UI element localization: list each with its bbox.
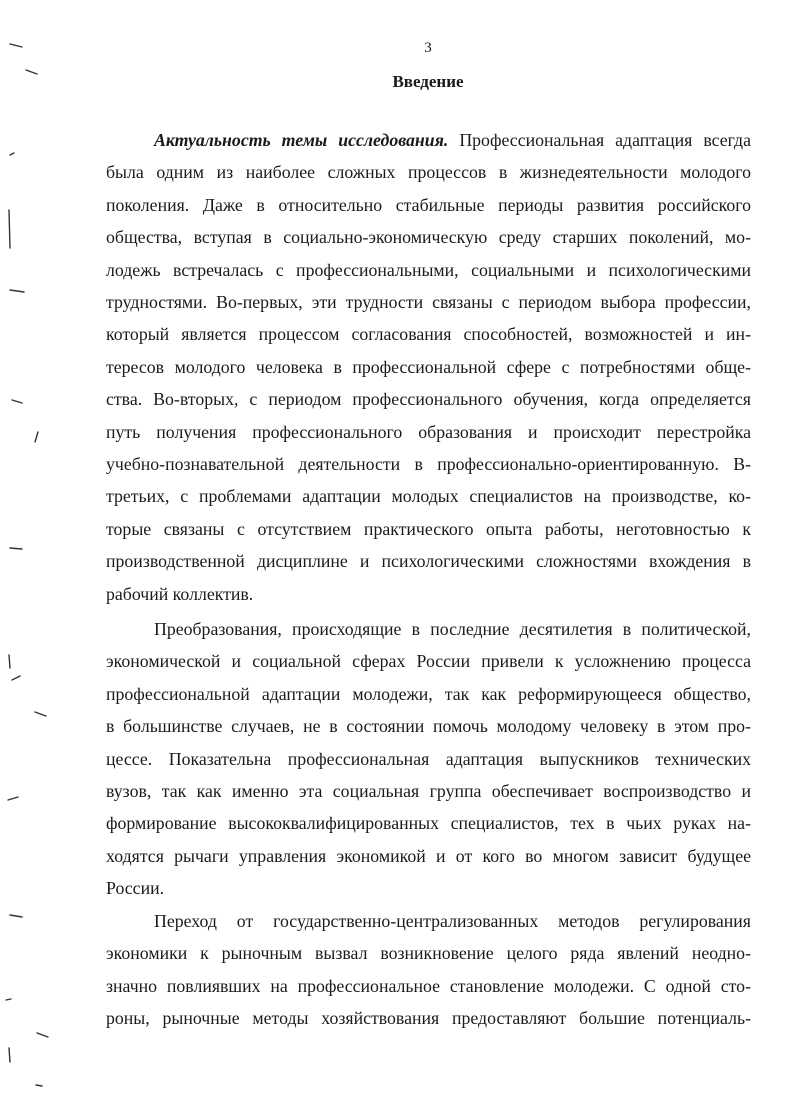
text-line: вузов, так как именно эта социальная группа обеспечивает воспроизводство и — [106, 781, 751, 802]
text-line: торые связаны с отсутствием практического опыта работы, неготовностью к — [106, 518, 751, 539]
paragraph-transformations — [106, 613, 751, 905]
text-line: формирование высококвалифицированных специалистов, тех в чьих руках на- — [106, 813, 751, 834]
text-line: который является процессом согласования способностей, возможностей и ин- — [106, 324, 751, 345]
text-line: значно повлиявших на профессиональное становление молодежи. С одной сто- — [106, 975, 751, 996]
text-line: учебно-познавательной деятельности в профессионально-ориентированную. В- — [106, 454, 751, 475]
paragraph-relevance — [106, 124, 751, 610]
text-line: профессиональной адаптации молодежи, так как реформирующееся общество, — [106, 683, 751, 704]
text-line: ходятся рычаги управления экономикой и от кого во многом зависит будущее — [106, 845, 751, 866]
text-line: Переход от государственно-централизованных методов регулирования — [154, 911, 751, 931]
scan-margin-marks — [0, 0, 60, 1105]
text-line: тересов молодого человека в профессиональной сфере с потребностями обще- — [106, 356, 751, 377]
text-line: лодежь встречалась с профессиональными, социальными и психологическими — [106, 259, 751, 280]
text-line: путь получения профессионального образования и происходит перестройка — [106, 421, 751, 442]
text-line: России. — [106, 878, 165, 899]
text-line: роны, рыночные методы хозяйствования предоставляют большие потенциаль- — [106, 1008, 751, 1029]
paragraph-market-transition — [106, 905, 751, 1035]
text-line: производственной дисциплине и психологическими сложностями вхождения в — [106, 551, 751, 572]
text-line: в большинстве случаев, не в состоянии помочь молодому человеку в этом про- — [106, 716, 751, 737]
text-line: ства. Во-вторых, с периодом профессионального обучения, когда определяется — [106, 389, 751, 410]
text-line: третьих, с проблемами адаптации молодых специалистов на производстве, ко- — [106, 486, 751, 507]
text-line: поколения. Даже в относительно стабильные периоды развития российского — [106, 194, 751, 215]
text-line: общества, вступая в социально-экономическую среду старших поколений, мо- — [106, 227, 751, 248]
text-line: была одним из наиболее сложных процессов в жизнедеятельности молодого — [106, 162, 751, 183]
text-line: экономической и социальной сферах России привели к усложнению процесса — [106, 651, 751, 672]
page-title: Введение — [392, 72, 464, 91]
text-line: экономики к рыночным вызвал возникновение целого ряда явлений неодно- — [106, 943, 751, 964]
page-number: 3 — [424, 40, 432, 56]
text-line: Преобразования, происходящие в последние десятилетия в политической, — [154, 619, 751, 639]
text-line: цессе. Показательна профессиональная адаптация выпускников технических — [106, 748, 751, 769]
text-line: Актуальность темы исследования. Профессиональная адаптация всегда — [154, 130, 751, 150]
text-line: рабочий коллектив. — [106, 583, 254, 604]
text-line: трудностями. Во-первых, эти трудности связаны с периодом выбора профессии, — [106, 292, 751, 313]
lead-in-phrase: Актуальность темы исследования. — [154, 130, 449, 150]
